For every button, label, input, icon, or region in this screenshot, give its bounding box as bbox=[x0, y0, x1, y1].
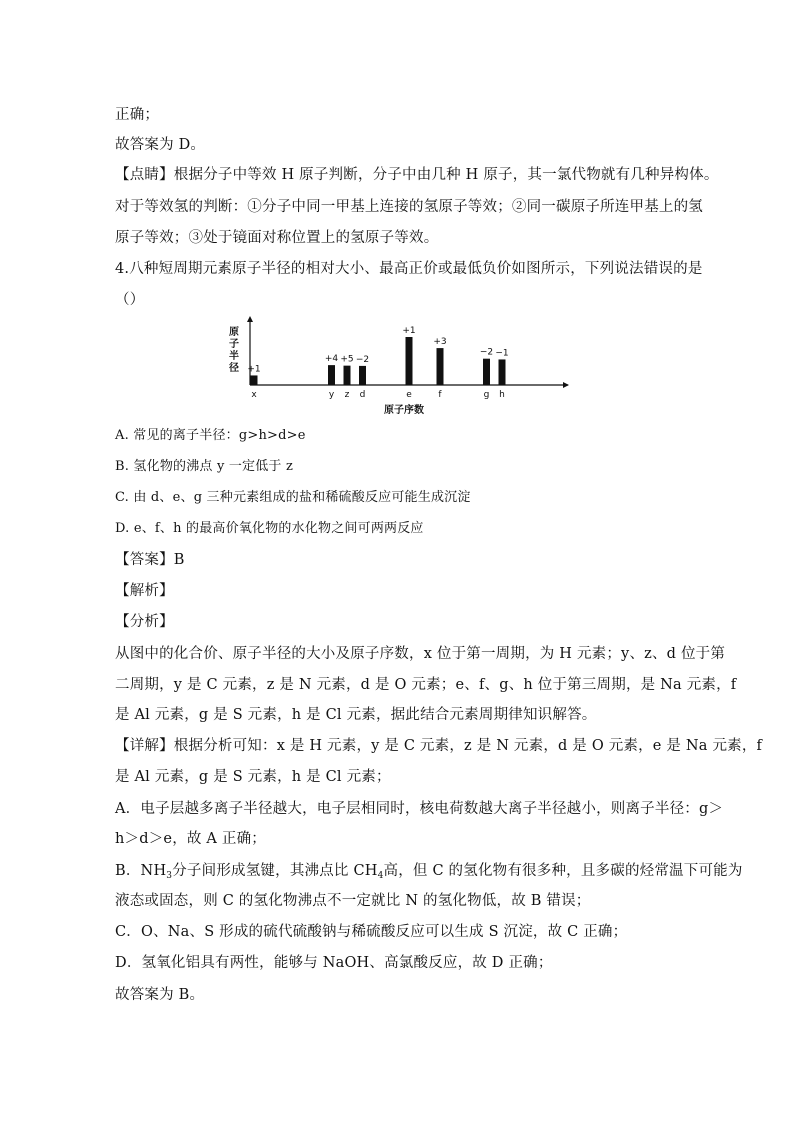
text-line: 正确； bbox=[115, 107, 160, 123]
option-c: C. 由 d、e、g 三种元素组成的盐和稀硫酸反应可能生成沉淀 bbox=[115, 490, 471, 505]
tick-label-d: d bbox=[359, 390, 366, 400]
text-fragment: 分子间形成氢键，其沸点比 CH bbox=[172, 863, 378, 879]
analysis-line: 从图中的化合价、原子半径的大小及原子序数，x 位于第一周期，为 H 元素；y、z、d 位于第 bbox=[115, 646, 726, 662]
bar-f bbox=[437, 348, 444, 385]
fenxi-heading: 【分析】 bbox=[115, 614, 174, 630]
detail-b-line: 液态或固态，则 C 的氢化物沸点不一定就比 N 的氢化物低，故 B 错误； bbox=[115, 893, 591, 909]
bar-e bbox=[406, 337, 413, 385]
valence-label-d: −2 bbox=[355, 354, 370, 365]
text-fragment: 高，但 C 的氢化物有很多种，且多碳的烃常温下可能为 bbox=[383, 863, 743, 879]
tick-label-y: y bbox=[328, 390, 335, 400]
valence-label-f: +3 bbox=[433, 337, 447, 348]
bar-h bbox=[499, 359, 506, 385]
detail-b-line bbox=[115, 862, 743, 880]
text-line: 对于等效氢的判断：①分子中同一甲基上连接的氢原子等效；②同一碳原子所连甲基上的氢 bbox=[115, 199, 703, 215]
answer-line: 【答案】B bbox=[115, 552, 185, 568]
tick-label-x: x bbox=[251, 390, 257, 400]
x-axis-label: 原子序数 bbox=[384, 405, 424, 416]
subscript: 3 bbox=[166, 871, 173, 881]
bar-y bbox=[328, 365, 335, 385]
detail-a-line: h＞d＞e，故 A 正确； bbox=[115, 831, 266, 847]
analysis-line: 二周期，y 是 C 元素，z 是 N 元素，d 是 O 元素；e、f、g、h 位于第三周期，是 Na 元素，f bbox=[115, 677, 737, 693]
option-b: B. 氢化物的沸点 y 一定低于 z bbox=[115, 459, 294, 474]
question-stem: 4.八种短周期元素原子半径的相对大小、最高正价或最低负价如图所示，下列说法错误的是 bbox=[115, 261, 703, 277]
y-axis-label-char: 径 bbox=[229, 363, 239, 374]
y-axis-label-char: 半 bbox=[229, 351, 239, 362]
final-answer-line: 故答案为 B。 bbox=[115, 987, 205, 1003]
jiexi-heading: 【解析】 bbox=[115, 583, 174, 599]
bar-d bbox=[359, 366, 366, 385]
detail-line: 是 Al 元素，g 是 S 元素，h 是 Cl 元素； bbox=[115, 769, 391, 785]
bar-g bbox=[483, 359, 490, 385]
valence-label-x: +1 bbox=[247, 364, 261, 375]
detail-line: 【详解】根据分析可知：x 是 H 元素，y 是 C 元素，z 是 N 元素，d 是 O 元素，e 是 Na 元素，f bbox=[115, 738, 763, 754]
text-line: 故答案为 D。 bbox=[115, 137, 206, 153]
tick-label-e: e bbox=[406, 390, 412, 400]
tick-label-z: z bbox=[344, 390, 350, 400]
detail-d-line: D．氢氧化铝具有两性，能够与 NaOH、高氯酸反应，故 D 正确； bbox=[115, 955, 553, 971]
tick-label-h: h bbox=[499, 390, 505, 400]
question-paren: （） bbox=[115, 292, 145, 308]
bar-z bbox=[344, 366, 351, 385]
valence-label-g: −2 bbox=[479, 347, 494, 358]
atomic-radius-chart bbox=[228, 313, 578, 423]
option-a: A. 常见的离子半径：g>h>d>e bbox=[115, 428, 306, 443]
y-axis-arrow bbox=[247, 316, 253, 322]
x-axis-arrow bbox=[563, 382, 569, 388]
bar-x bbox=[251, 375, 258, 385]
y-axis-label-char: 原 bbox=[229, 327, 239, 338]
y-axis-label-char: 子 bbox=[229, 339, 239, 350]
text-line: 原子等效；③处于镜面对称位置上的氢原子等效。 bbox=[115, 230, 439, 246]
subscript: 4 bbox=[377, 871, 384, 881]
analysis-line: 是 Al 元素，g 是 S 元素，h 是 Cl 元素，据此结合元素周期律知识解答。 bbox=[115, 707, 597, 723]
tick-label-g: g bbox=[483, 390, 490, 400]
detail-c-line: C．O、Na、S 形成的硫代硫酸钠与稀硫酸反应可以生成 S 沉淀，故 C 正确； bbox=[115, 924, 628, 940]
dianjing-line: 【点睛】根据分子中等效 H 原子判断，分子中由几种 H 原子，其一氯代物就有几种异构体。 bbox=[115, 167, 719, 183]
text-fragment: B．NH bbox=[115, 863, 167, 879]
tick-label-f: f bbox=[438, 390, 442, 400]
detail-a-line: A．电子层越多离子半径越大，电子层相同时，核电荷数越大离子半径越小，则离子半径：g＞ bbox=[115, 801, 724, 817]
valence-label-e: +1 bbox=[402, 326, 416, 336]
valence-label-z: +5 bbox=[340, 354, 354, 365]
option-d: D. e、f、h 的最高价氧化物的水化物之间可两两反应 bbox=[115, 521, 424, 536]
valence-label-h: −1 bbox=[495, 348, 509, 359]
valence-label-y: +4 bbox=[324, 354, 339, 365]
